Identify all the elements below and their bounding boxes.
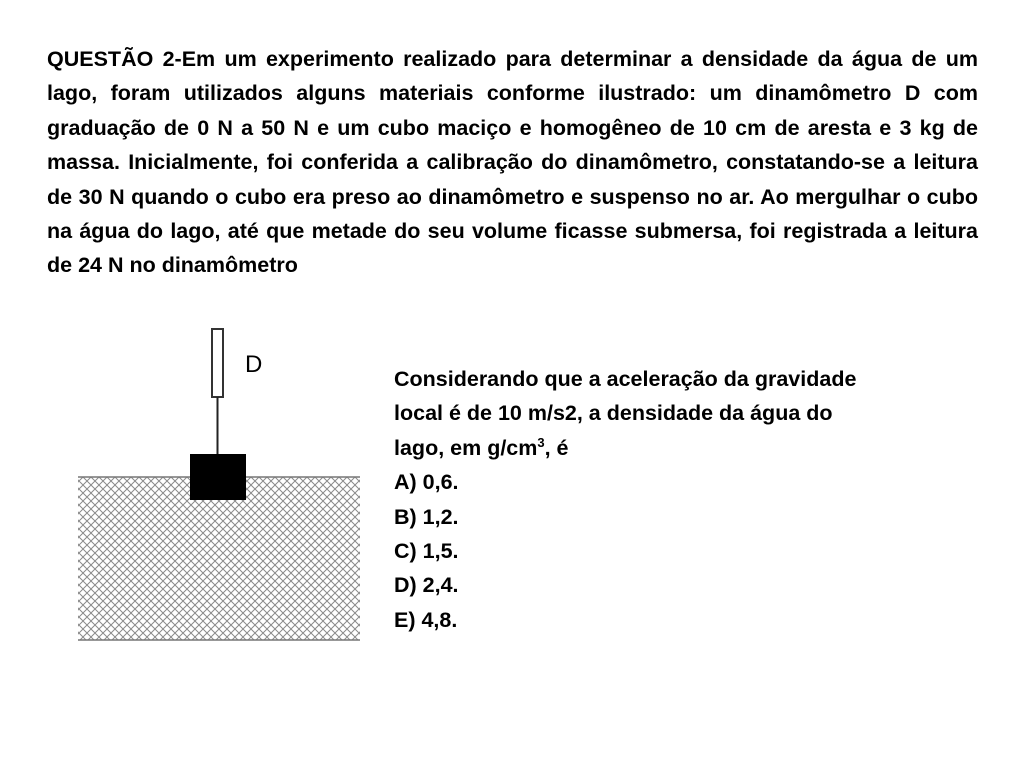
unit-exponent: 3 [537, 434, 545, 450]
question-prompt [394, 362, 954, 637]
question-statement: QUESTÃO 2-Em um experimento realizado para determinar a densidade da água de um lago, foram utilizados alguns materiais conforme ilustrado: um dinamômetro D com graduação de 0 N a 50 N e um cubo maciço e homogêneo de 10 cm de aresta e 3 kg de massa. Inicialmente, foi conferida a calibração do dinamômetro, constatando-se a leitura de 30 N quando o cubo era preso ao dinamômetro e suspenso no ar. Ao mergulhar o cubo na água do lago, até que metade do seu volume ficasse submersa, foi registrada a leitura de 24 N no dinamômetro [47, 47, 978, 278]
option-b: B) 1,2. [394, 504, 459, 529]
option-d: D) 2,4. [394, 573, 459, 598]
prompt-line-1: Considerando que a aceleração da gravidade [394, 367, 857, 391]
submerged-cube [190, 454, 246, 500]
prompt-line-2: local é de 10 m/s2, a densidade da água do [394, 401, 833, 426]
dynamometer-body [212, 329, 223, 397]
prompt-line-3 [394, 431, 954, 465]
dynamometer-label: D [245, 351, 263, 378]
prompt-line-3-prefix: lago, em g/cm [394, 435, 538, 460]
option-e: E) 4,8. [394, 607, 458, 632]
lake-water [78, 477, 360, 640]
option-a: A) 0,6. [394, 470, 459, 495]
experiment-figure [75, 325, 365, 650]
experiment-diagram [75, 325, 365, 650]
option-c: C) 1,5. [394, 539, 459, 564]
prompt-line-3-suffix: , é [544, 435, 569, 460]
